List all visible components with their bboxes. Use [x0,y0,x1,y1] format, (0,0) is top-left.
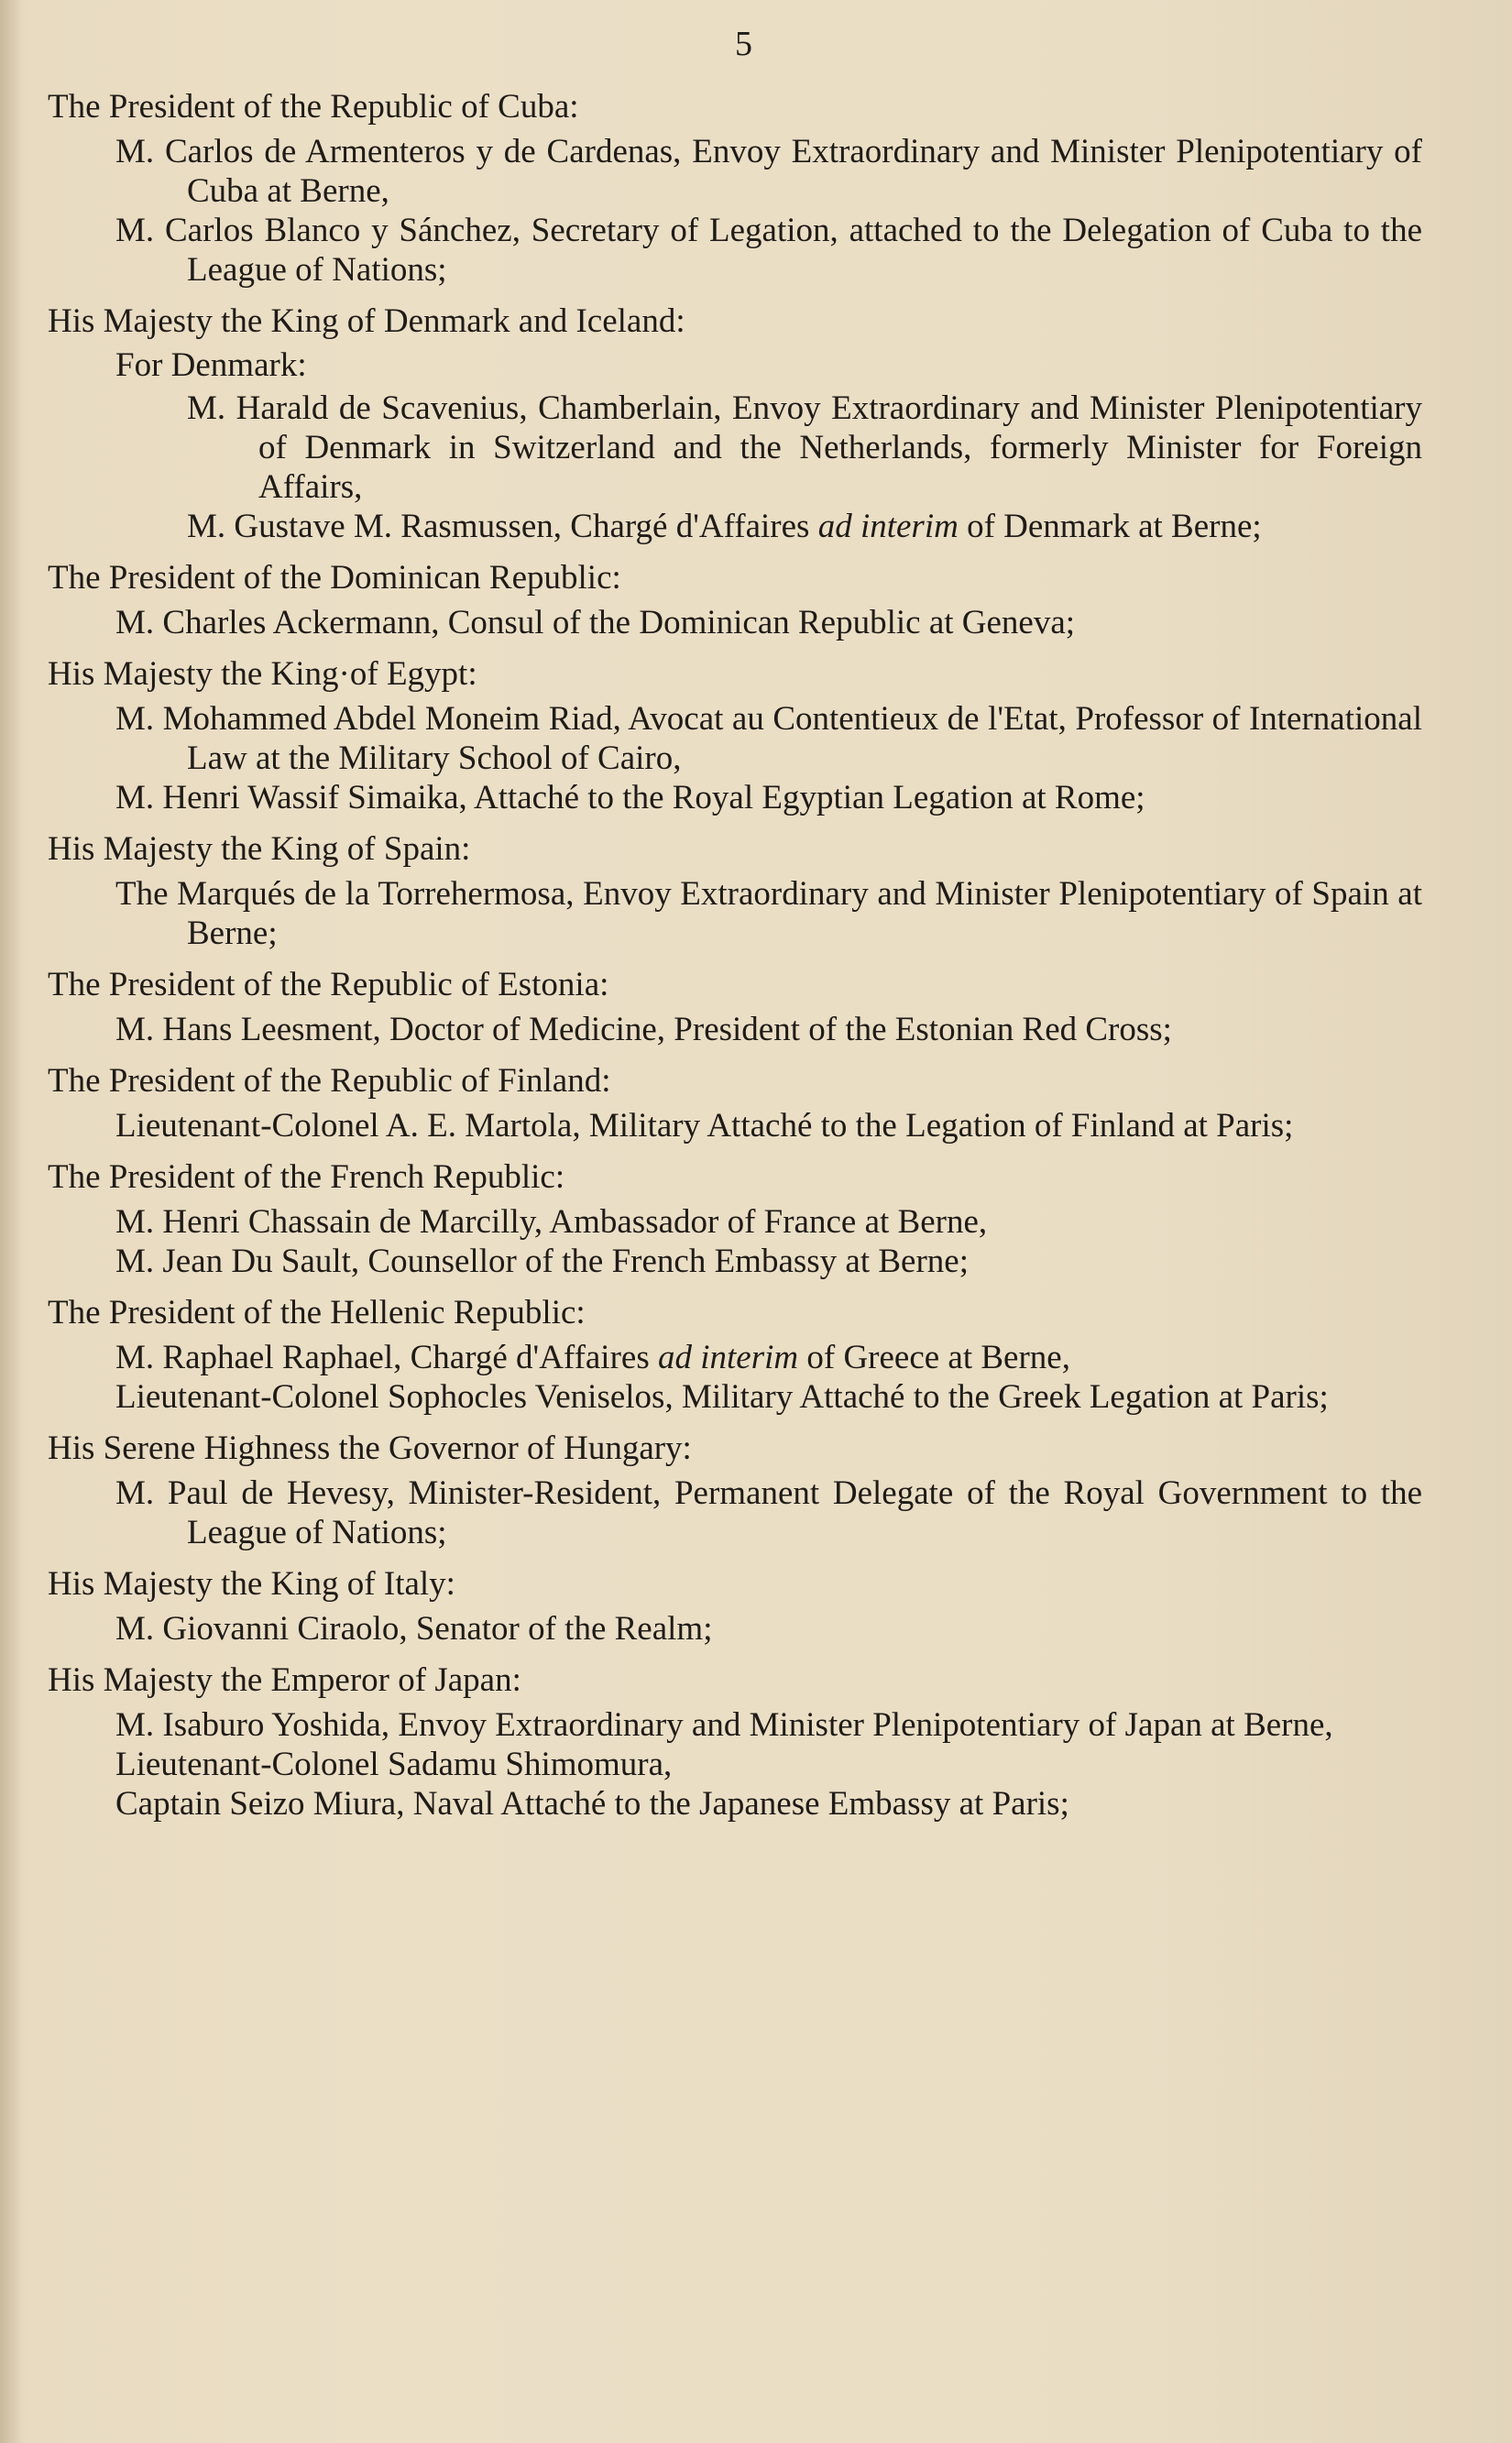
page-number: 5 [735,25,753,63]
entry-finland [48,1062,1422,1145]
entry-denmark [48,302,1422,546]
delegate-line: M. Charles Ackermann, Consul of the Dominican Republic at Geneva; [115,604,1076,641]
entry-head: His Majesty the King of Italy: [48,1565,455,1603]
italic-phrase: ad interim [817,508,959,545]
entry-head: His Majesty the King of Spain: [48,830,471,868]
entry-france [48,1158,1422,1281]
entry-head: His Majesty the King·of Egypt: [48,655,477,693]
delegate-line: M. Isaburo Yoshida, Envoy Extraordinary and Minister Plenipotentiary of Japan at Berne, [115,1706,1333,1744]
delegate-line: M. Paul de Hevesy, Minister-Resident, Permanent Delegate of the Royal Government to the League of Nations; [115,1474,1422,1551]
delegate-line: M. Hans Leesment, Doctor of Medicine, President of the Estonian Red Cross; [115,1011,1172,1048]
entry-greece [48,1294,1422,1417]
delegate-line: M. Carlos de Armenteros y de Cardenas, Envoy Extraordinary and Minister Plenipotentiary of Cuba at Berne, [115,133,1422,210]
entry-italy [48,1565,1422,1649]
entry-head: The President of the Republic of Estonia: [48,966,609,1003]
delegate-line: M. Henri Chassain de Marcilly, Ambassador of France at Berne, [115,1203,988,1241]
delegates-list [48,88,1422,1836]
delegate-line: M. Henri Wassif Simaika, Attaché to the Royal Egyptian Legation at Rome; [115,779,1145,816]
entry-cuba [48,88,1422,290]
entry-head: The President of the Republic of Finland: [48,1062,611,1100]
delegate-line: Lieutenant-Colonel Sadamu Shimomura, [115,1746,673,1783]
delegate-line: Lieutenant-Colonel Sophocles Veniselos, Military Attaché to the Greek Legation at Paris; [115,1378,1329,1416]
entry-head: The President of the Hellenic Republic: [48,1294,586,1331]
page-binding-edge [0,0,20,2443]
entry-dominican-republic [48,559,1422,642]
italic-phrase: ad interim [657,1339,799,1376]
delegate-line: M. Giovanni Ciraolo, Senator of the Realm; [115,1610,713,1648]
delegate-line: M. Gustave M. Rasmussen, Chargé d'Affaires ad interim of Denmark at Berne; [187,508,1262,545]
entry-head: His Serene Highness the Governor of Hungary: [48,1430,692,1467]
entry-head: His Majesty the Emperor of Japan: [48,1661,521,1699]
entry-hungary [48,1430,1422,1552]
delegate-line: M. Mohammed Abdel Moneim Riad, Avocat au Contentieux de l'Etat, Professor of International Law at the Military School of Cairo, [115,700,1422,777]
entry-japan [48,1661,1422,1824]
entry-egypt [48,655,1422,817]
delegate-line: M. Carlos Blanco y Sánchez, Secretary of Legation, attached to the Delegation of Cuba to the League of Nations; [115,212,1422,289]
delegate-line: M. Jean Du Sault, Counsellor of the French Embassy at Berne; [115,1243,969,1280]
delegate-line: Lieutenant-Colonel A. E. Martola, Military Attaché to the Legation of Finland at Paris; [115,1107,1294,1145]
entry-head: His Majesty the King of Denmark and Iceland: [48,302,685,340]
entry-head: The President of the Republic of Cuba: [48,88,579,126]
delegate-line: M. Harald de Scavenius, Chamberlain, Envoy Extraordinary and Minister Plenipotentiary of Denmark in Switzerland and the Netherlands, formerly Minister for Foreign Affairs, [187,389,1422,506]
entry-head: The President of the Dominican Republic: [48,559,621,597]
entry-spain [48,830,1422,953]
entry-estonia [48,966,1422,1049]
entry-subhead: For Denmark: [115,346,307,384]
entry-head: The President of the French Republic: [48,1158,565,1196]
delegate-line: M. Raphael Raphael, Chargé d'Affaires ad interim of Greece at Berne, [115,1339,1070,1376]
delegate-line: Captain Seizo Miura, Naval Attaché to the Japanese Embassy at Paris; [115,1785,1069,1823]
delegate-line: The Marqués de la Torrehermosa, Envoy Extraordinary and Minister Plenipotentiary of Spain at Berne; [115,875,1422,952]
